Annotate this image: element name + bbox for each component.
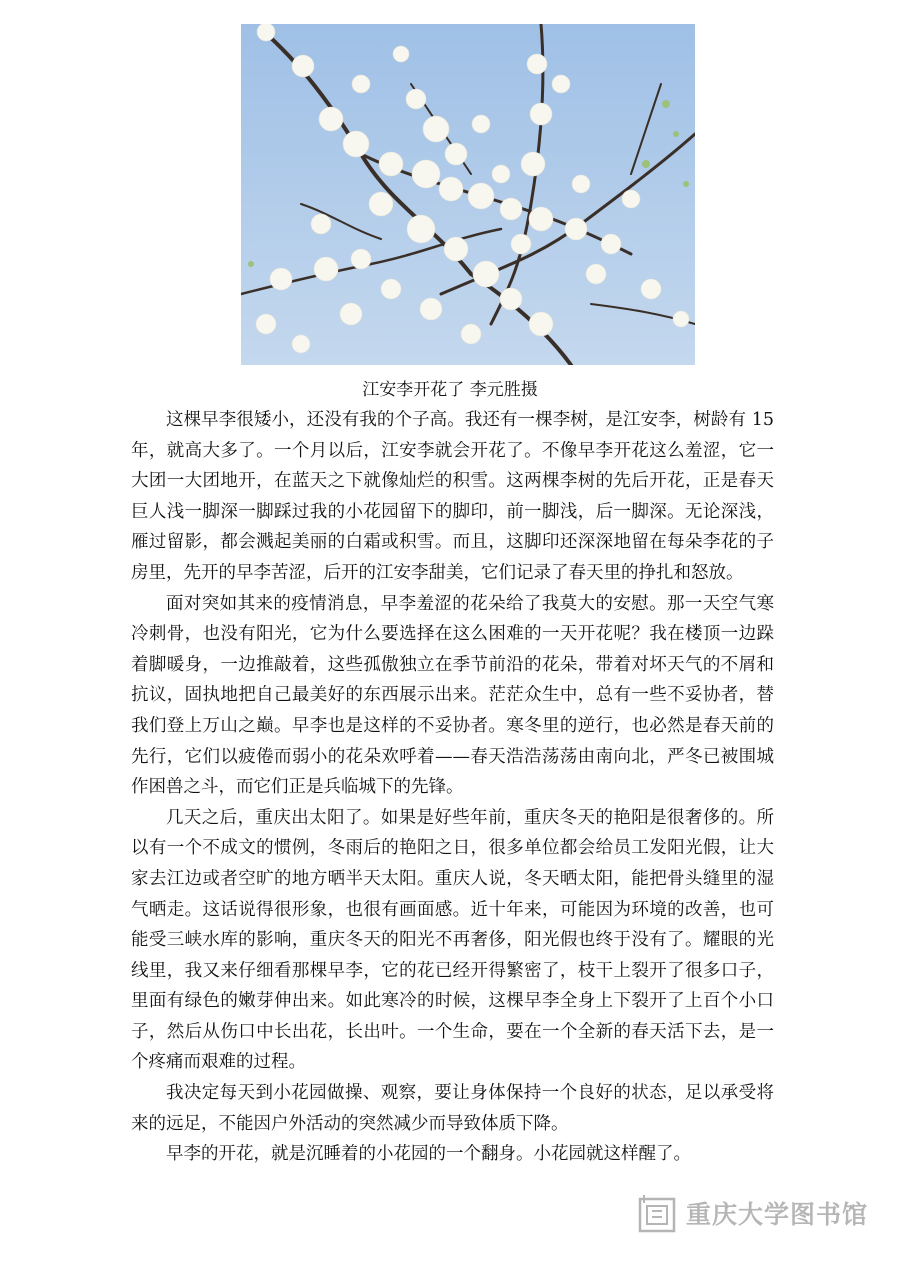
photo-caption: 江安李开花了 李元胜摄 — [362, 380, 538, 400]
library-logo-icon — [638, 1193, 676, 1233]
paragraph: 面对突如其来的疫情消息，早李羞涩的花朵给了我莫大的安慰。那一天空气寒冷刺骨，也没有阳光，它为什么要选择在这么困难的一天开花呢？我在楼顶一边跺着脚暖身，一边推敲着，这些孤傲独立在季节前沿的花朵，带着对坏天气的不屑和抗议，固执地把自己最美好的东西展示出来。茫茫众生中，总有一些不妥协者，替我们登上万山之巅。早李也是这样的不妥协者。寒冬里的逆行，也必然是春天前的先行，它们以疲倦而弱小的花朵欢呼着——春天浩浩荡荡由南向北，严冬已被围城作困兽之斗，而它们正是兵临城下的先锋。 — [131, 593, 774, 798]
paragraph: 几天之后，重庆出太阳了。如果是好些年前，重庆冬天的艳阳是很奢侈的。所以有一个不成文的惯例，冬雨后的艳阳之日，很多单位都会给员工发阳光假，让大家去江边或者空旷的地方晒半天太阳。重庆人说，冬天晒太阳，能把骨头缝里的湿气晒走。这话说得很形象，也很有画面感。近十年来，可能因为环境的改善，也可能受三峡水库的影响，重庆冬天的阳光不再奢侈，阳光假也终于没有了。耀眼的光线里，我又来仔细看那棵早李，它的花已经开得繁密了，枝干上裂开了很多口子，里面有绿色的嫩芽伸出来。如此寒冷的时候，这棵早李全身上下裂开了上百个小口子，然后从伤口中长出花，长出叶。一个生命，要在一个全新的春天活下去，是一个疼痛而艰难的过程。 — [131, 807, 774, 1073]
blossom-photo — [241, 24, 695, 365]
paragraph: 早李的开花，就是沉睡着的小花园的一个翻身。小花园就这样醒了。 — [166, 1144, 691, 1165]
article-body — [131, 405, 774, 1170]
paragraph: 我决定每天到小花园做操、观察，要让身体保持一个良好的状态，足以承受将来的远足，不能因户外活动的突然减少而导致体质下降。 — [131, 1083, 774, 1134]
paragraph: 这棵早李很矮小，还没有我的个子高。我还有一棵李树，是江安李，树龄有 15 年，就高大多了。一个月以后，江安李就会开花了。不像早李开花这么羞涩，它一大团一大团地开，在蓝天之下就像灿烂的积雪。这两棵李树的先后开花，正是春天巨人浅一脚深一脚踩过我的小花园留下的脚印，前一脚浅，后一脚深。无论深浅，雁过留影，都会溅起美丽的白霜或积雪。而且，这脚印还深深地留在每朵李花的子房里，先开的早李苦涩，后开的江安李甜美，它们记录了春天里的挣扎和怒放。 — [131, 410, 774, 583]
library-watermark — [638, 1193, 868, 1233]
blossom-photo-art — [241, 24, 695, 365]
watermark-text: 重庆大学图书馆 — [686, 1200, 869, 1229]
